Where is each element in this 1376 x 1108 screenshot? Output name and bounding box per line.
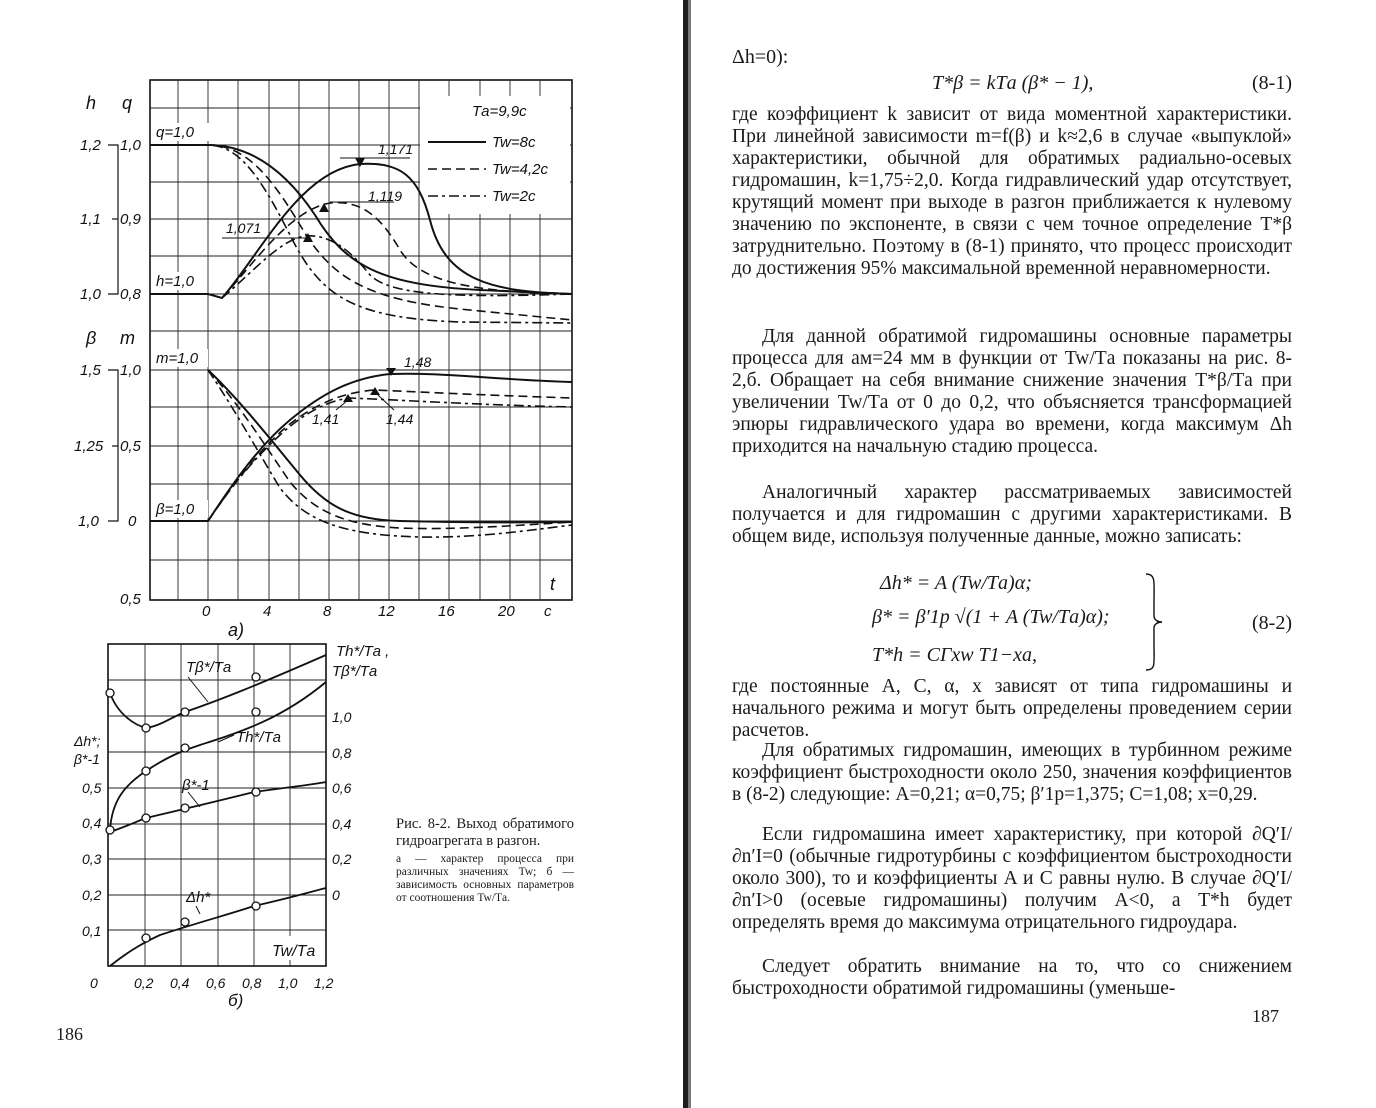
- paragraph-6-text: Если гидромашина имеет характеристику, при которой ∂Q′I/∂n′I=0 (обычные гидротурбины с коэффициентом быстроходности около 300), то и коэффициенты A и C равны нулю. В случае ∂Q′I/∂n′I>0 (осевые гидромашины) получим A<0, а T*h будет определять время до максимума отрицательного гидроудара.: [732, 824, 1292, 933]
- b-curve-label-tbeta: Tβ*/Tа: [186, 659, 232, 676]
- tick-m-1: 1,0: [120, 362, 141, 379]
- peak-leaders-bottom: [336, 370, 440, 410]
- equation-8-2-line2: β* = β′1р √(1 + A (Tw/Tа)α);: [872, 606, 1110, 628]
- b-left-tick-05: 0,5: [82, 780, 102, 796]
- b-curve-label-beta: β*-1: [182, 777, 210, 794]
- b-right-axis-label-2: Tβ*/Tа: [332, 663, 378, 680]
- x-axis-letter-t: t: [550, 574, 556, 594]
- peak-1071: 1,071: [226, 220, 262, 236]
- equation-8-2-number: (8-2): [1252, 612, 1292, 634]
- paragraph-3: [732, 482, 1292, 548]
- paragraph-5-text: Для обратимых гидромашин, имеющих в турбинном режиме коэффициент быстроходности около 250, значения коэффициентов в (8-2) следующие: A=0,21; α=0,75; β′1р=1,375; C=1,08; x=0,29.: [732, 740, 1292, 805]
- tick-m-3: 0: [128, 513, 137, 530]
- axis-letter-m: m: [120, 328, 135, 348]
- peak-141: 1,41: [312, 411, 340, 427]
- m-curves: [208, 370, 572, 537]
- b-curve-label-dh: Δh*: [186, 889, 211, 906]
- b-x-label: Tw/Tа: [272, 943, 316, 960]
- paragraph-4: [732, 676, 1292, 742]
- left-page: [0, 0, 680, 1108]
- equation-8-1: T*β = kTа (β* − 1),: [932, 72, 1094, 94]
- b-right-tick-0: 0: [332, 887, 340, 903]
- tick-h-3: 1,0: [80, 286, 101, 303]
- paragraph-2-text: Для данной обратимой гидромашины основные параметры процесса для aм=24 мм в функции от Tw/Tа показаны на рис. 8-2,б. Обращает на себя внимание снижение значения T*β/Tа при увеличении Tw/Tа от 0 до 0,2, что объясняется трансформацией эпюры гидравлического удара во времени, когда максимум Δh приходится на начальную стадию процесса.: [732, 326, 1292, 457]
- peak-markers-top: [303, 158, 365, 242]
- label-m: m=1,0: [156, 350, 199, 367]
- paragraph-1: [732, 104, 1292, 280]
- paragraph-3-text: Аналогичный характер рассматриваемых зависимостей получается и для гидромашин с другими характеристиками. В общем виде, используя полученные данные, можно записать:: [732, 482, 1292, 547]
- b-x-tick-04: 0,4: [170, 975, 190, 991]
- caption-title: Рис. 8-2. Выход обратимого гидроагрегата в разгон.: [396, 816, 574, 849]
- paragraph-6: [732, 824, 1292, 934]
- b-left-tick-01: 0,1: [82, 923, 102, 939]
- caption-text: а — характер процесса при различных значениях Tw; б — зависимость основных параметров от соотношения Tw/Tа.: [396, 853, 574, 904]
- tick-b-3: 1,0: [78, 513, 99, 530]
- fig-a-panel-label: а): [228, 620, 245, 640]
- tick-b-2: 1,25: [74, 438, 104, 455]
- tick-b-4: 0,5: [120, 591, 141, 608]
- paragraph-1-text: где коэффициент k зависит от вида моментной характеристики. При линейной зависимости m=f(β) и k≈2,6 в случае «выпуклой» характеристики, обычной для обратимых радиально-осевых гидромашин, k=1,75÷2,0. Когда гидравлический удар отсутствует, крутящий момент при выходе в разгон приближается к нулевому значению по экспоненте, в связи с чем точное определение T*β затруднительно. Поэтому в (8-1) принято, что процесс происходит до достижения 95% максимальной временной неравномерности.: [732, 104, 1292, 279]
- axis-letter-q: q: [122, 93, 133, 113]
- legend-item-1: Tw=8с: [492, 134, 536, 151]
- b-right-tick-02: 0,2: [332, 851, 352, 867]
- label-h: h=1,0: [156, 273, 194, 290]
- paragraph-7: [732, 956, 1292, 1000]
- b-left-axis-label-1: Δh*;: [74, 733, 101, 749]
- equation-8-2-line1: Δh* = A (Tw/Tа)α;: [880, 572, 1032, 594]
- fig-b-panel-label: б): [228, 991, 244, 1010]
- beta-curves: [150, 374, 572, 521]
- paragraph-4-text: где постоянные A, C, α, x зависят от типа гидромашины и начального режима и могут быть определены проведением серии расчетов.: [732, 676, 1292, 741]
- peak-1171: 1,171: [378, 141, 414, 157]
- b-left-tick-04: 0,4: [82, 815, 102, 831]
- paragraph-7-text: Следует обратить внимание на то, что со снижением быстроходности обратимой гидромашины (уменьше-: [732, 956, 1292, 999]
- b-right-tick-08: 0,8: [332, 745, 352, 761]
- spine-shadow: [688, 0, 691, 1108]
- b-label-leaders: [188, 677, 234, 914]
- peak-markers-bottom: [343, 368, 396, 402]
- figure-b: [0, 630, 400, 1010]
- x-tick-12: 12: [378, 603, 395, 620]
- page-number-right: 187: [1252, 1006, 1279, 1026]
- right-page: [696, 0, 1376, 1108]
- peak-148: 1,48: [404, 354, 432, 370]
- tick-h-2: 1,1: [80, 211, 101, 228]
- label-q: q=1,0: [156, 124, 194, 141]
- text-line0: Δh=0):: [732, 46, 789, 68]
- equation-8-2-line3: T*h = CΓxw T1−xа,: [872, 644, 1038, 666]
- b-left-axis-label-2: β*-1: [74, 751, 100, 767]
- b-right-tick-04: 0,4: [332, 816, 352, 832]
- b-curve-label-th: Th*/Tа: [236, 729, 282, 746]
- label-beta: β=1,0: [156, 501, 195, 518]
- legend-item-3: Tw=2с: [492, 188, 536, 205]
- equation-brace: [1144, 572, 1164, 672]
- paragraph-2: [732, 326, 1292, 458]
- x-tick-8: 8: [323, 603, 332, 620]
- tick-q-1: 1,0: [120, 137, 141, 154]
- b-left-tick-02: 0,2: [82, 887, 102, 903]
- figure-caption: [396, 816, 574, 905]
- tick-m-2: 0,5: [120, 438, 141, 455]
- b-x-tick-12: 1,2: [314, 975, 334, 991]
- b-right-tick-06: 0,6: [332, 780, 352, 796]
- b-left-tick-03: 0,3: [82, 851, 102, 867]
- peak-1119: 1,119: [368, 188, 402, 204]
- x-tick-0: 0: [202, 603, 211, 620]
- x-unit: с: [544, 603, 552, 620]
- tick-q-3: 0,8: [120, 286, 141, 303]
- equation-8-1-number: (8-1): [1252, 72, 1292, 94]
- b-x-tick-08: 0,8: [242, 975, 262, 991]
- b-x-tick-06: 0,6: [206, 975, 226, 991]
- tick-q-2: 0,9: [120, 211, 141, 228]
- b-right-axis-label-1: Th*/Tа ,: [336, 643, 390, 660]
- b-x-tick-10: 1,0: [278, 975, 298, 991]
- tick-h-1: 1,2: [80, 137, 101, 154]
- x-tick-4: 4: [263, 603, 272, 620]
- legend-title: Tа=9,9с: [472, 103, 527, 120]
- legend-item-2: Tw=4,2с: [492, 161, 548, 178]
- b-x-tick-02: 0,2: [134, 975, 154, 991]
- x-tick-16: 16: [438, 603, 455, 620]
- peak-144: 1,44: [386, 411, 414, 427]
- x-tick-20: 20: [498, 603, 515, 620]
- paragraph-5: [732, 740, 1292, 806]
- tick-b-1: 1,5: [80, 362, 101, 379]
- page-number-left: 186: [56, 1024, 83, 1044]
- fig-a-axis-brackets: [108, 145, 118, 521]
- fig-b-markers: [106, 673, 260, 942]
- axis-letter-h: h: [86, 93, 97, 113]
- axis-letter-beta: β: [86, 328, 97, 348]
- b-right-tick-10: 1,0: [332, 709, 352, 725]
- figure-a: [0, 0, 680, 650]
- b-left-tick-0: 0: [90, 975, 98, 991]
